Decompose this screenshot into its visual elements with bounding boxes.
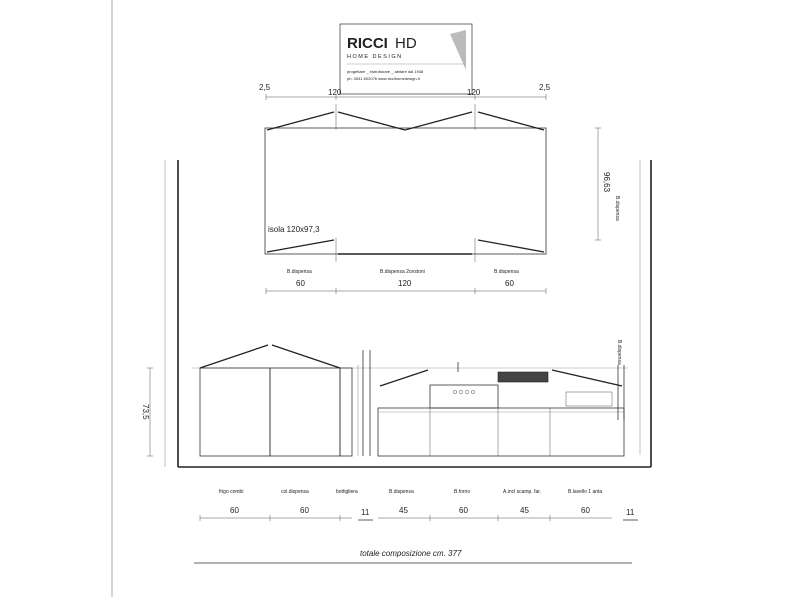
bottom-door-swing-3 — [478, 240, 544, 252]
dim-sink: 60 — [581, 506, 590, 515]
island-side-label: B.dispensa — [614, 196, 620, 221]
island-label: isola 120x97,3 — [268, 225, 320, 234]
dim-end: 11 — [626, 508, 635, 517]
height-label: 73,5 — [141, 404, 150, 420]
front-door-swing-3 — [380, 370, 428, 386]
top-door-swing-3 — [478, 112, 544, 130]
label-pantry: col.dispensa — [281, 489, 309, 495]
right-column-label: B.dispensa — [616, 340, 622, 365]
pantry-column — [270, 368, 340, 456]
island-dim-2: 120 — [398, 279, 412, 288]
island-unit-label-3: B.dispensa — [494, 269, 519, 275]
label-base-pantry: B.dispensa — [389, 489, 414, 495]
dim-bottle-rack: 11 — [361, 508, 370, 517]
top-dim-4: 2,5 — [539, 83, 551, 92]
logo-line2: ph. 0541 602076 www.riccihomedesign.it — [347, 76, 420, 81]
base-units — [378, 408, 624, 456]
dim-pantry: 60 — [300, 506, 309, 515]
top-view — [259, 83, 620, 294]
cooker-hood — [498, 372, 548, 382]
island-depth-label: 96,63 — [602, 172, 611, 193]
label-bottle-rack: bottigliera — [336, 489, 358, 495]
top-door-swing-1 — [267, 112, 334, 130]
fridge-column — [200, 368, 270, 456]
logo-brand-light: HD — [395, 35, 417, 52]
label-sink-base: B.lavello 1 anta — [568, 489, 603, 495]
front-door-swing-1 — [200, 345, 268, 368]
front-door-swing-4 — [552, 370, 622, 386]
dim-incl: 45 — [520, 506, 529, 515]
oven — [430, 385, 498, 408]
island-unit-label-2: B.dispensa 2cestoni — [380, 269, 425, 275]
bottle-rack — [340, 368, 352, 456]
top-dim-1: 2,5 — [259, 83, 271, 92]
dim-base-pantry: 45 — [399, 506, 408, 515]
top-dim-2: 120 — [328, 88, 342, 97]
island-dim-1: 60 — [296, 279, 305, 288]
bottom-door-swing-1 — [267, 240, 334, 252]
island-outline — [265, 128, 546, 254]
top-door-swing-2 — [338, 112, 472, 130]
island-unit-label-1: B.dispensa — [287, 269, 312, 275]
logo-line1: progettare _ ristrutturare _ abitare dal 1948 — [347, 69, 424, 74]
sink — [566, 392, 612, 406]
label-incl-base: A.incl scamp. far. — [503, 489, 542, 495]
dim-oven: 60 — [459, 506, 468, 515]
logo-brand-bold: RICCI — [347, 35, 388, 52]
dim-fridge: 60 — [230, 506, 239, 515]
front-door-swing-2 — [272, 345, 340, 368]
logo-tagline: HOME DESIGN — [347, 54, 403, 60]
total-composition: totale composizione cm. 377 — [360, 549, 462, 558]
top-dim-3: 120 — [467, 88, 481, 97]
front-view — [141, 160, 651, 563]
island-dim-3: 60 — [505, 279, 514, 288]
label-oven-base: B.forno — [454, 489, 471, 495]
label-fridge: frigo combi — [219, 489, 244, 495]
logo-block — [340, 24, 472, 94]
